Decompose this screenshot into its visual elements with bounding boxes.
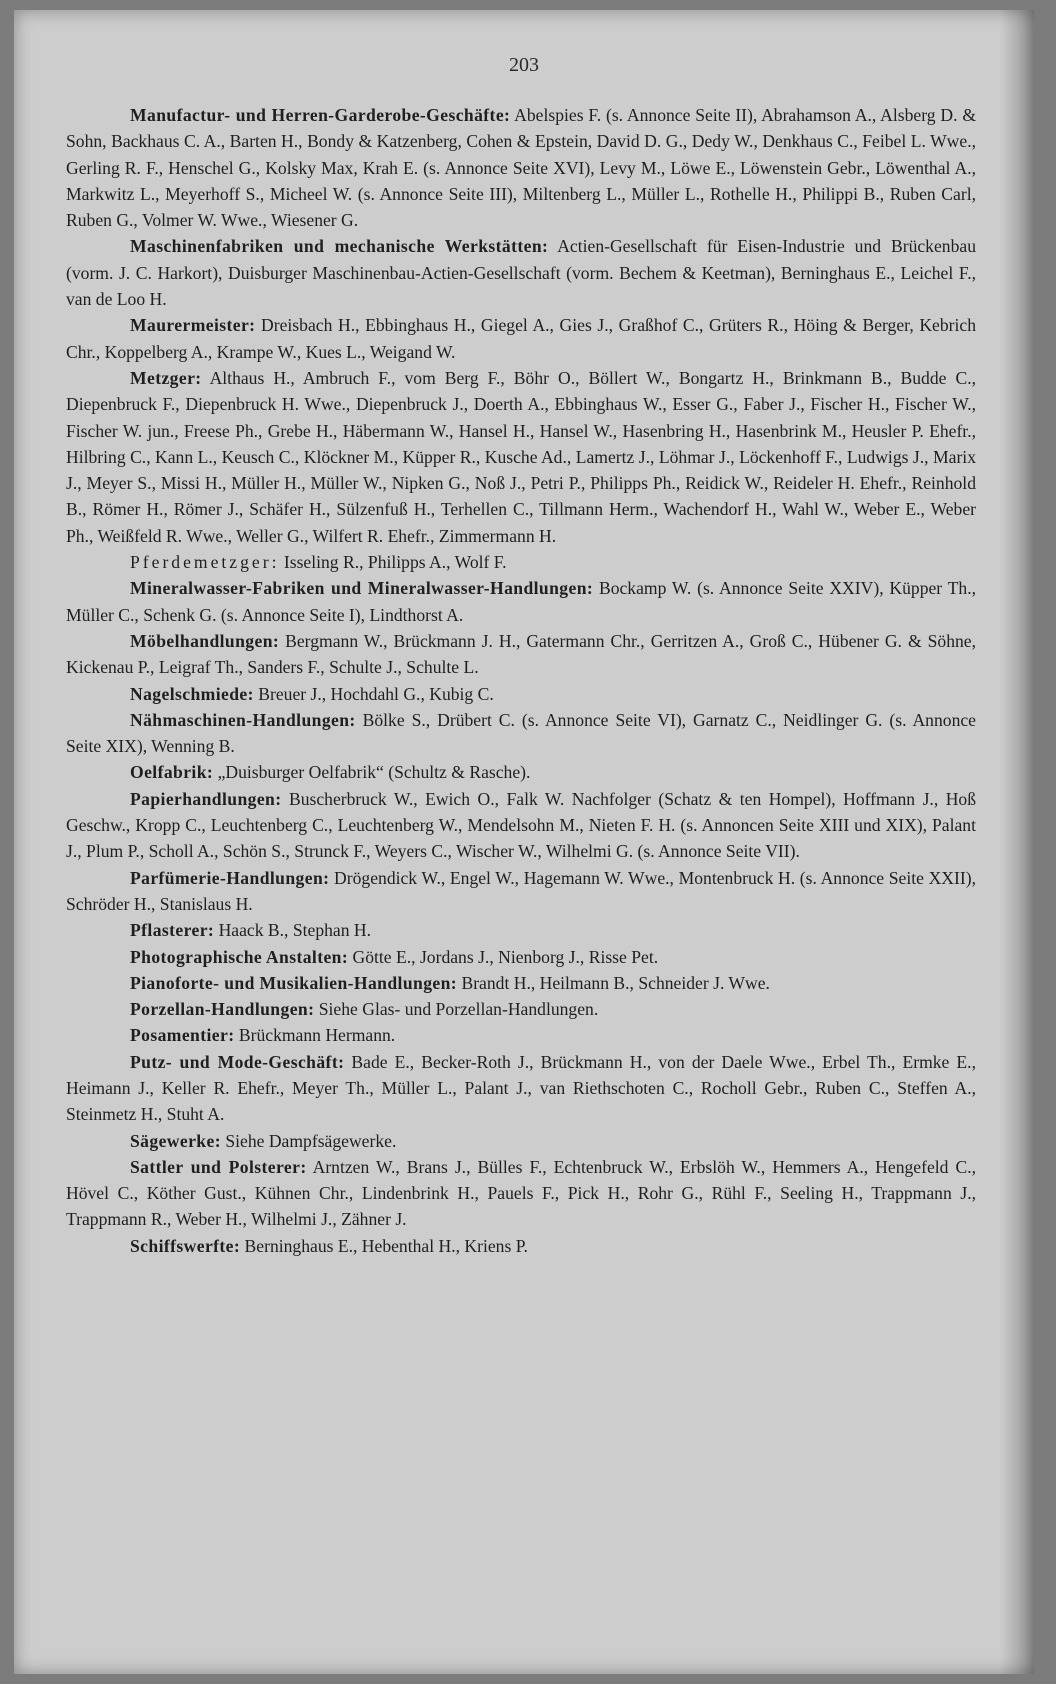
- entry-heading: Pflasterer:: [130, 920, 215, 941]
- entry-heading: Photographische Anstalten:: [130, 946, 349, 967]
- entry-heading: Möbelhandlungen:: [130, 630, 280, 651]
- directory-entry: [66, 786, 976, 865]
- entry-heading: Papierhandlungen:: [130, 788, 282, 809]
- entry-text: Buscherbruck W., Ewich O., Falk W. Nachfolger (Schatz & ten Hompel), Hoffmann J., Hoß Geschw., Kropp C., Leuchtenberg C., Leuchtenberg W., Mendelsohn M., Nieten F. H. (s. Annoncen Seite XIII und XIX), Palant J., Plum P., Scholl A., Schön S., Strunck F., Weyers C., Wischer W., Wilhelmi G. (s. Annonce Seite VII).: [66, 788, 976, 862]
- directory-entry: [66, 1128, 976, 1154]
- entry-text: Dreisbach H., Ebbinghaus H., Giegel A., Gies J., Graßhof C., Grüters R., Höing & Berger, Kebrich Chr., Koppelberg A., Krampe W., Kues L., Weigand W.: [66, 315, 976, 362]
- entry-text: Siehe Glas- und Porzellan-Handlungen.: [314, 999, 599, 1020]
- entry-text: Actien-Gesellschaft für Eisen-Industrie und Brückenbau (vorm. J. C. Harkort), Duisburger Maschinenbau-Actien-Gesellschaft (vorm. Bechem & Keetman), Berninghaus E., Leichel F., van de Loo H.: [66, 236, 976, 310]
- directory-entry: [66, 1049, 976, 1128]
- entry-heading: Pferdemetzger:: [130, 552, 280, 573]
- entry-text: Berninghaus E., Hebenthal H., Kriens P.: [240, 1235, 528, 1256]
- page-number: 203: [509, 54, 539, 76]
- entry-text: Bockamp W. (s. Annonce Seite XXIV), Küpper Th., Müller C., Schenk G. (s. Annonce Seite I), Lindthorst A.: [66, 578, 976, 625]
- directory-entry: [66, 365, 976, 549]
- entry-text: Brückmann Hermann.: [234, 1025, 396, 1046]
- directory-entry: [66, 917, 976, 943]
- directory-entry: [66, 996, 976, 1022]
- entry-heading: Parfümerie-Handlungen:: [130, 867, 330, 888]
- directory-entry: [66, 865, 976, 918]
- entry-text: Götte E., Jordans J., Nienborg J., Risse Pet.: [348, 946, 659, 967]
- entry-text: Bade E., Becker-Roth J., Brückmann H., von der Daele Wwe., Erbel Th., Ermke E., Heimann J., Keller R. Ehefr., Meyer Th., Müller L., Palant J., van Riethschoten C., Rocholl Gebr., Ruben C., Steffen A., Steinmetz H., Stuht A.: [66, 1051, 976, 1125]
- directory-entry: [66, 312, 976, 365]
- entry-heading: Sattler und Polsterer:: [130, 1156, 307, 1177]
- directory-entry: [66, 681, 976, 707]
- entry-text: Arntzen W., Brans J., Bülles F., Echtenbruck W., Erbslöh W., Hemmers A., Hengefeld C., Hövel C., Köther Gust., Kühnen Chr., Lindenbrink H., Pauels F., Pick H., Rohr G., Rühl F., Seeling H., Trappmann J., Trappmann R., Weber H., Wilhelmi J., Zähner J.: [66, 1156, 976, 1230]
- entry-text: Bölke S., Drübert C. (s. Annonce Seite VI), Garnatz C., Neidlinger G. (s. Annonce Seite XIX), Wenning B.: [66, 709, 976, 757]
- directory-entry: [66, 970, 976, 996]
- directory-entry: [66, 1022, 976, 1048]
- entry-heading: Porzellan-Handlungen:: [130, 999, 315, 1020]
- page-edge-shadow: [1000, 10, 1034, 1674]
- entry-heading: Nagelschmiede:: [130, 683, 254, 704]
- entry-text: Brandt H., Heilmann B., Schneider J. Wwe.: [457, 972, 770, 993]
- directory-entry: [66, 1233, 976, 1259]
- directory-entry: [66, 575, 976, 628]
- entry-text: Siehe Dampfsägewerke.: [220, 1130, 397, 1151]
- directory-entry: [66, 1154, 976, 1233]
- entry-text: Haack B., Stephan H.: [214, 920, 372, 941]
- entry-heading: Posamentier:: [130, 1025, 235, 1046]
- entry-text: Abelspies F. (s. Annonce Seite II), Abrahamson A., Alsberg D. & Sohn, Backhaus C. A., Barten H., Bondy & Katzenberg, Cohen & Epstein, David D. G., Dedy W., Denkhaus C., Feibel L. Wwe., Gerling R. F., Henschel G., Kolsky Max, Krah E. (s. Annonce Seite XVI), Levy M., Löwe E., Löwenstein Gebr., Löwenthal A., Markwitz L., Meyerhoff S., Micheel W. (s. Annonce Seite III), Miltenberg L., Müller L., Rothelle H., Philippi B., Ruben Carl, Ruben G., Volmer W. Wwe., Wiesener G.: [66, 105, 976, 231]
- entry-heading: Metzger:: [130, 367, 202, 388]
- entry-heading: Oelfabrik:: [130, 762, 214, 783]
- directory-content: [66, 102, 976, 1259]
- entry-text: Isseling R., Philipps A., Wolf F.: [279, 552, 507, 573]
- entry-heading: Pianoforte- und Musikalien-Handlungen:: [130, 972, 458, 993]
- entry-heading: Manufactur- und Herren-Garderobe-Geschäfte:: [130, 105, 511, 125]
- directory-entry: [66, 628, 976, 681]
- entry-heading: Schiffswerfte:: [130, 1235, 241, 1256]
- directory-entry: [66, 102, 976, 233]
- directory-entry: [66, 233, 976, 312]
- entry-heading: Putz- und Mode-Geschäft:: [130, 1051, 345, 1072]
- entry-text: Breuer J., Hochdahl G., Kubig C.: [253, 683, 494, 704]
- entry-heading: Nähmaschinen-Handlungen:: [130, 709, 356, 730]
- directory-entry: [66, 707, 976, 760]
- entry-heading: Maurermeister:: [130, 315, 256, 336]
- entry-text: Althaus H., Ambruch F., vom Berg F., Böhr O., Böllert W., Bongartz H., Brinkmann B., Budde C., Diepenbruck F., Diepenbruck H. Wwe., Diepenbruck J., Doerth A., Ebbinghaus W., Esser G., Faber J., Fischer H., Fischer W., Fischer W. jun., Freese Ph., Grebe H., Häbermann W., Hansel H., Hansel W., Hasenbring H., Hasenbrink M., Heusler P. Ehefr., Hilbring C., Kann L., Keusch C., Klöckner M., Küpper R., Kusche Ad., Lamertz J., Löhmar J., Löckenhoff F., Ludwigs J., Marix J., Meyer S., Missi H., Müller H., Müller W., Nipken G., Noß J., Petri P., Philipps Ph., Reidick W., Reideler H. Ehefr., Reinhold B., Römer H., Römer J., Schäfer H., Sülzenfuß H., Terhellen C., Tillmann Herm., Wachendorf H., Wahl W., Weber E., Weber Ph., Weißfeld R. Wwe., Weller G., Wilfert R. Ehefr., Zimmermann H.: [66, 367, 976, 546]
- entry-text: Drögendick W., Engel W., Hagemann W. Wwe., Montenbruck H. (s. Annonce Seite XXII), Schröder H., Stanislaus H.: [66, 867, 976, 914]
- entry-heading: Mineralwasser-Fabriken und Mineralwasser-Handlungen:: [130, 578, 594, 599]
- document-page: [14, 10, 1034, 1674]
- entry-heading: Maschinenfabriken und mechanische Werkstätten:: [130, 236, 549, 257]
- directory-entry: [66, 944, 976, 970]
- directory-entry: [66, 759, 976, 785]
- entry-text: „Duisburger Oelfabrik“ (Schultz & Rasche).: [213, 762, 531, 783]
- directory-entry: [66, 549, 976, 575]
- entry-heading: Sägewerke:: [130, 1130, 221, 1151]
- entry-text: Bergmann W., Brückmann J. H., Gatermann Chr., Gerritzen A., Groß C., Hübener G. & Söhne, Kickenau P., Leigraf Th., Sanders F., Schulte J., Schulte L.: [66, 630, 976, 678]
